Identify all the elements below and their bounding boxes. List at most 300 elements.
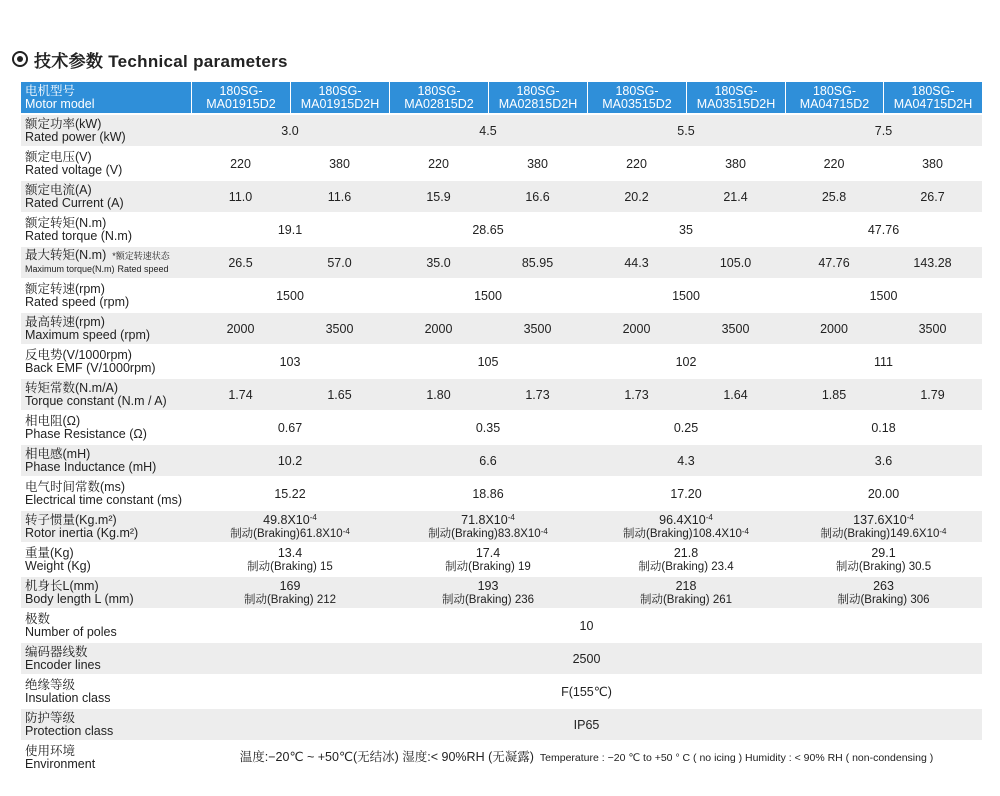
param-label	[21, 742, 191, 775]
value-cell	[191, 676, 982, 709]
param-label	[21, 511, 191, 544]
value-cell	[785, 478, 982, 511]
param-label-en: Rated voltage (V)	[25, 162, 123, 177]
braking-value: 制动(Braking) 15	[247, 560, 333, 573]
value: 0.18	[871, 420, 896, 435]
braking-value: 制动(Braking) 212	[243, 593, 337, 606]
radio-bullet-icon	[12, 51, 28, 67]
value: 29.1	[871, 545, 896, 560]
param-row-length	[21, 577, 982, 610]
param-label	[21, 379, 191, 412]
value-cell	[785, 247, 883, 280]
value: 15.22	[274, 486, 306, 501]
value-cell	[389, 247, 488, 280]
value-cell	[785, 214, 982, 247]
value: 0.35	[475, 420, 501, 435]
model-prefix: 180SG-	[318, 83, 362, 98]
value-cell	[488, 181, 587, 214]
param-row-inductance	[21, 445, 982, 478]
technical-parameters-table	[21, 82, 982, 775]
value: 220	[823, 156, 845, 171]
param-row-current	[21, 181, 982, 214]
value-cell	[191, 742, 982, 775]
param-label	[21, 313, 191, 346]
value-cell	[587, 511, 785, 544]
value: 7.5	[874, 123, 893, 138]
value-cell	[290, 313, 389, 346]
value-cell	[191, 280, 389, 313]
value: 169	[279, 578, 301, 593]
param-label-en: Environment	[25, 756, 96, 771]
model-name: MA02815D2	[404, 96, 474, 111]
section-title-text: 技术参数 Technical parameters	[34, 51, 288, 71]
value: 380	[922, 156, 943, 171]
param-row-insulation	[21, 676, 982, 709]
value-cell	[191, 478, 389, 511]
value: 1500	[869, 288, 898, 303]
value: 57.0	[327, 255, 352, 270]
model-name: MA01915D2	[206, 96, 276, 111]
model-prefix: 180SG-	[219, 83, 263, 98]
braking-value: 制动(Braking) 30.5	[835, 560, 932, 573]
value: 25.8	[821, 189, 847, 204]
param-row-voltage	[21, 148, 982, 181]
braking-value: 制动$(Braking)61.8X10^{-4}$	[230, 526, 350, 540]
value-cell	[785, 577, 982, 610]
header-label	[21, 82, 191, 115]
value: 1500	[474, 288, 502, 303]
param-row-torque-const	[21, 379, 982, 412]
param-label	[21, 544, 191, 577]
param-label-cn: 额定功率(kW)	[25, 116, 102, 131]
param-label-en: Rated speed (rpm)	[25, 294, 130, 309]
param-note-en: Rated speed	[117, 264, 169, 274]
value-cell	[191, 313, 290, 346]
value-cell	[686, 379, 785, 412]
param-row-poles	[21, 610, 982, 643]
value: 105.0	[719, 255, 752, 270]
value-cell	[191, 115, 389, 148]
value-cell	[191, 346, 389, 379]
value: 85.95	[521, 255, 554, 270]
value-cell	[488, 247, 587, 280]
param-label-en: Rotor inertia (Kg.m²)	[25, 525, 139, 540]
value: 218	[675, 578, 697, 593]
value: 17.4	[475, 545, 501, 560]
value-cell	[389, 115, 587, 148]
value: 26.5	[228, 255, 253, 270]
value-cell	[488, 313, 587, 346]
value-cell	[686, 247, 785, 280]
model-prefix: 180SG-	[516, 83, 560, 98]
value-cell	[587, 115, 785, 148]
value: 3.0	[281, 123, 299, 138]
value: 13.4	[277, 545, 303, 560]
param-label-cn: 额定电流(A)	[25, 182, 92, 197]
param-row-encoder	[21, 643, 982, 676]
param-note-cn: *额定转速状态	[112, 251, 170, 261]
param-label-en: Electrical time constant (ms)	[25, 492, 182, 507]
value: $71.8X10^{-4}$	[461, 512, 515, 527]
value-cell	[191, 577, 389, 610]
value-cell	[587, 544, 785, 577]
param-label-en: Phase Resistance (Ω)	[25, 426, 147, 441]
value: 0.25	[673, 420, 699, 435]
value: 102	[675, 354, 697, 369]
value: 1.64	[723, 387, 748, 402]
param-label-en: Rated torque (N.m)	[25, 228, 132, 243]
value: 47.76	[867, 222, 900, 237]
value-cell	[389, 577, 587, 610]
value-cell	[389, 181, 488, 214]
param-label-en: Protection class	[25, 723, 114, 738]
param-row-max-speed	[21, 313, 982, 346]
param-row-protection	[21, 709, 982, 742]
value: 1500	[276, 288, 304, 303]
value-cell	[389, 379, 488, 412]
value: 0.67	[277, 420, 303, 435]
param-row-emf	[21, 346, 982, 379]
param-label-en: Rated Current (A)	[25, 195, 124, 210]
environment-cn: 温度:−20℃ ~ +50℃(无结冰) 湿度:< 90%RH (无凝露)	[239, 750, 534, 764]
value-cell	[389, 478, 587, 511]
param-row-torque	[21, 214, 982, 247]
param-label-cn: 绝缘等级	[25, 677, 76, 692]
param-label	[21, 412, 191, 445]
braking-value: 制动$(Braking)149.6X10^{-4}$	[820, 526, 947, 540]
value-cell	[785, 313, 883, 346]
value-cell	[389, 313, 488, 346]
value-cell	[389, 511, 587, 544]
param-label-en: Back EMF (V/1000rpm)	[25, 360, 156, 375]
value: 10	[579, 618, 594, 633]
value-cell	[389, 544, 587, 577]
value-cell	[785, 511, 982, 544]
param-label-cn: 相电感(mH)	[25, 446, 91, 461]
param-label-cn: 编码器线数	[25, 644, 88, 659]
value-cell	[191, 379, 290, 412]
value: $49.8X10^{-4}$	[263, 512, 317, 527]
param-label-cn: 电气时间常数(ms)	[25, 479, 125, 494]
model-header	[587, 82, 686, 115]
model-prefix: 180SG-	[911, 83, 955, 98]
param-label-en: Weight (Kg)	[25, 558, 91, 573]
value: 3500	[325, 321, 354, 336]
value: 1.79	[920, 387, 945, 402]
value-cell	[785, 181, 883, 214]
param-label-en: Torque constant (N.m / A)	[25, 393, 167, 408]
param-row-max-torque	[21, 247, 982, 280]
value: 1.85	[821, 387, 847, 402]
value-cell	[587, 445, 785, 478]
value: 1.65	[327, 387, 352, 402]
value: 47.76	[818, 255, 850, 270]
value: F(155℃)	[561, 684, 612, 699]
value-cell	[587, 214, 785, 247]
param-label	[21, 709, 191, 742]
value: 17.20	[670, 486, 702, 501]
value: 2000	[424, 321, 453, 336]
param-label	[21, 115, 191, 148]
value: 3500	[523, 321, 552, 336]
param-label	[21, 181, 191, 214]
value-cell	[587, 247, 686, 280]
braking-value: 制动(Braking) 261	[639, 593, 733, 606]
value-cell	[290, 247, 389, 280]
param-label-cn: 机身长L(mm)	[25, 578, 99, 593]
header-row	[21, 82, 982, 115]
header-label-cn: 电机型号	[25, 83, 76, 98]
value-cell	[191, 643, 982, 676]
value: 1.73	[624, 387, 649, 402]
value: 28.65	[472, 222, 504, 237]
param-label-en: Phase Inductance (mH)	[25, 459, 157, 474]
value-cell	[785, 412, 982, 445]
param-label-cn: 最大转矩(N.m) *额定转速状态	[25, 248, 170, 262]
value: 2500	[572, 651, 601, 666]
exponent: -4	[309, 512, 317, 522]
model-header	[488, 82, 587, 115]
param-label-cn: 转子惯量(Kg.m²)	[25, 512, 117, 527]
model-name: MA03515D2	[602, 96, 672, 111]
value: 10.2	[277, 453, 303, 468]
value-cell	[785, 280, 982, 313]
value: 20.00	[867, 486, 900, 501]
value-cell	[191, 709, 982, 742]
value: 21.8	[673, 545, 699, 560]
value: IP65	[573, 717, 600, 732]
param-label-cn: 使用环境	[25, 743, 76, 758]
braking-value: 制动(Braking) 306	[837, 593, 930, 606]
braking-value: 制动$(Braking)83.8X10^{-4}$	[428, 526, 548, 540]
param-label	[21, 346, 191, 379]
value: 380	[527, 156, 548, 171]
param-row-time-const	[21, 478, 982, 511]
param-row-inertia	[21, 511, 982, 544]
value-cell	[785, 544, 982, 577]
param-label	[21, 478, 191, 511]
value: 1.74	[228, 387, 253, 402]
value-cell	[191, 214, 389, 247]
value: 220	[428, 156, 449, 171]
model-name: MA02815D2H	[498, 96, 578, 111]
model-name: MA04715D2H	[893, 96, 973, 111]
value-cell	[883, 181, 982, 214]
param-row-weight	[21, 544, 982, 577]
value: 3500	[721, 321, 750, 336]
header-label-en: Motor model	[25, 96, 95, 111]
value: 15.9	[426, 189, 451, 204]
param-label-en: Rated power (kW)	[25, 129, 126, 144]
exponent: -4	[705, 512, 713, 522]
braking-value: 制动$(Braking)108.4X10^{-4}$	[622, 526, 750, 540]
model-header	[883, 82, 982, 115]
param-label-cn: 相电阻(Ω)	[25, 413, 81, 428]
param-label-en: Maximum torque(N.m) Rated speed	[25, 264, 169, 274]
value: 143.28	[913, 255, 952, 270]
value-cell	[191, 247, 290, 280]
value-cell	[191, 445, 389, 478]
value: 35.0	[426, 255, 451, 270]
param-label	[21, 148, 191, 181]
param-label-cn: 额定电压(V)	[25, 149, 92, 164]
value-cell	[389, 214, 587, 247]
value: 1.73	[525, 387, 550, 402]
value: 263	[873, 578, 894, 593]
param-label-cn: 最高转速(rpm)	[25, 314, 105, 329]
value-cell	[389, 148, 488, 181]
value-cell	[389, 346, 587, 379]
value: 21.4	[723, 189, 748, 204]
value-cell	[587, 379, 686, 412]
value-cell	[785, 115, 982, 148]
param-label-cn: 防护等级	[25, 710, 76, 725]
value-cell	[587, 181, 686, 214]
param-label-cn: 转矩常数(N.m/A)	[25, 380, 119, 395]
param-label-en: Number of poles	[25, 624, 117, 639]
model-header	[686, 82, 785, 115]
value: 380	[725, 156, 746, 171]
model-header	[389, 82, 488, 115]
value: 35	[679, 222, 693, 237]
model-name: MA01915D2H	[300, 96, 380, 111]
value-cell	[191, 412, 389, 445]
param-label-en: Body length L (mm)	[25, 591, 134, 606]
value-cell	[191, 148, 290, 181]
param-row-power	[21, 115, 982, 148]
value: 19.1	[277, 222, 303, 237]
value: 44.3	[624, 255, 649, 270]
param-label	[21, 610, 191, 643]
exponent: -4	[939, 526, 947, 536]
value-cell	[587, 346, 785, 379]
value-cell	[389, 412, 587, 445]
model-prefix: 180SG-	[615, 83, 659, 98]
model-header	[191, 82, 290, 115]
value: 103	[279, 354, 301, 369]
param-label-en: Maximum speed (rpm)	[25, 327, 151, 342]
param-label-en: Encoder lines	[25, 657, 101, 672]
model-name: MA03515D2H	[696, 96, 776, 111]
value: 220	[626, 156, 647, 171]
model-header	[785, 82, 883, 115]
param-label-cn: 重量(Kg)	[25, 545, 74, 560]
value: 5.5	[677, 123, 695, 138]
value: 20.2	[624, 189, 649, 204]
exponent: -4	[507, 512, 515, 522]
param-label-cn: 额定转矩(N.m)	[25, 215, 107, 230]
braking-value: 制动(Braking) 236	[441, 593, 535, 606]
value: 1.80	[426, 387, 451, 402]
param-label	[21, 280, 191, 313]
value-cell	[488, 148, 587, 181]
value-cell	[290, 181, 389, 214]
value-cell	[191, 544, 389, 577]
value: 4.5	[479, 123, 497, 138]
value-cell	[785, 379, 883, 412]
param-label	[21, 247, 191, 280]
value: 26.7	[920, 189, 945, 204]
value-cell	[587, 577, 785, 610]
braking-value: 制动(Braking) 23.4	[638, 560, 734, 573]
param-label-en: Insulation class	[25, 690, 111, 705]
param-label-cn: 极数	[25, 611, 51, 626]
param-label	[21, 577, 191, 610]
environment-en: Temperature : −20 ℃ to +50 ° C ( no icing ) Humidity : < 90% RH ( non-condensing )	[539, 752, 934, 764]
value: 16.6	[525, 189, 550, 204]
value: $137.6X10^{-4}$	[853, 512, 914, 527]
value-cell	[191, 511, 389, 544]
value: 220	[230, 156, 251, 171]
value: 2000	[622, 321, 651, 336]
exponent: -4	[906, 512, 914, 522]
value-cell	[587, 478, 785, 511]
param-row-speed	[21, 280, 982, 313]
model-header	[290, 82, 389, 115]
param-label	[21, 676, 191, 709]
model-prefix: 180SG-	[812, 83, 857, 98]
param-label-cn: 反电势(V/1000rpm)	[25, 347, 132, 362]
value: 18.86	[472, 486, 504, 501]
model-name: MA04715D2	[799, 96, 870, 111]
value-cell	[883, 148, 982, 181]
value-cell	[883, 379, 982, 412]
value-cell	[290, 148, 389, 181]
param-label	[21, 214, 191, 247]
value: 3.6	[874, 453, 893, 468]
value-cell	[290, 379, 389, 412]
value-cell	[587, 148, 686, 181]
value-cell	[389, 445, 587, 478]
value-cell	[587, 313, 686, 346]
value-cell	[686, 148, 785, 181]
value: 11.0	[228, 189, 253, 204]
value-cell	[785, 346, 982, 379]
value: 1500	[672, 288, 700, 303]
value: 3500	[918, 321, 947, 336]
value: 105	[477, 354, 499, 369]
exponent: -4	[741, 526, 750, 536]
param-row-resistance	[21, 412, 982, 445]
value: 380	[329, 156, 350, 171]
value-cell	[883, 313, 982, 346]
value-cell	[686, 313, 785, 346]
value-cell	[785, 148, 883, 181]
value-cell	[883, 247, 982, 280]
param-label-cn: 额定转速(rpm)	[25, 281, 105, 296]
value-cell	[389, 280, 587, 313]
value: $96.4X10^{-4}$	[659, 512, 713, 527]
value: 193	[477, 578, 499, 593]
value: 4.3	[677, 453, 695, 468]
value-cell	[191, 181, 290, 214]
model-prefix: 180SG-	[714, 83, 758, 98]
section-title	[12, 46, 288, 72]
value: 2000	[226, 321, 255, 336]
param-label	[21, 643, 191, 676]
value: 11.6	[327, 189, 352, 204]
value: 111	[873, 354, 893, 369]
value-cell	[686, 181, 785, 214]
value-cell	[587, 280, 785, 313]
exponent: -4	[342, 526, 350, 536]
model-prefix: 180SG-	[417, 83, 461, 98]
value-cell	[785, 445, 982, 478]
braking-value: 制动(Braking) 19	[445, 560, 531, 573]
value-cell	[587, 412, 785, 445]
value-cell	[488, 379, 587, 412]
param-row-environment	[21, 742, 982, 775]
